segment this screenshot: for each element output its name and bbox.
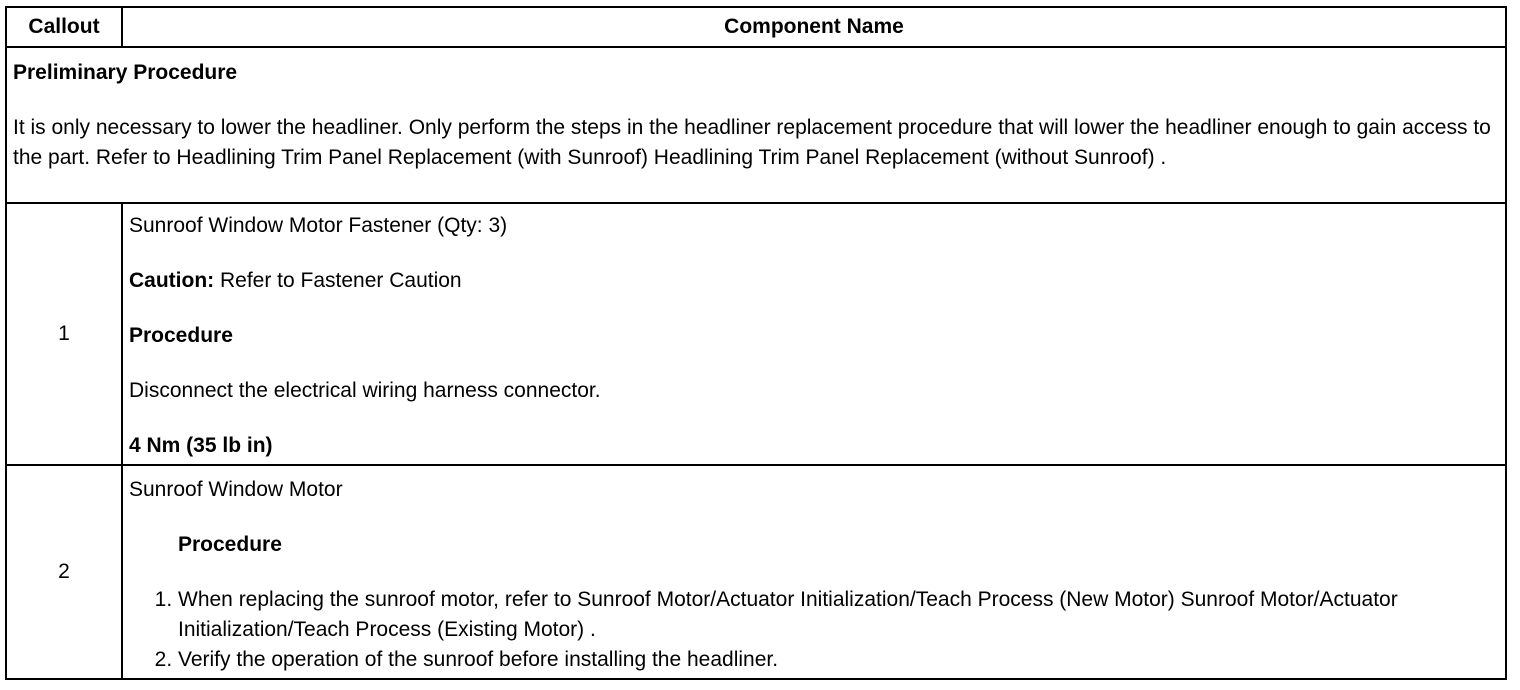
procedure-label: Procedure — [178, 533, 282, 556]
component-cell — [122, 203, 1506, 465]
component-name: Sunroof Window Motor Fastener (Qty: 3) — [129, 214, 508, 237]
table-row — [6, 203, 1506, 465]
header-row — [6, 7, 1506, 47]
callout-number: 1 — [6, 203, 122, 465]
table-row — [6, 465, 1506, 679]
header-component-name: Component Name — [122, 7, 1506, 47]
procedure-steps — [129, 585, 1499, 675]
procedure-step: 2. Verify the operation of the sunroof before installing the headliner. — [178, 645, 1499, 675]
caution-line — [129, 266, 1499, 296]
component-cell — [122, 465, 1506, 679]
component-name: Sunroof Window Motor — [129, 478, 343, 501]
procedure-text: Disconnect the electrical wiring harness connector. — [129, 379, 601, 402]
preliminary-row — [6, 47, 1506, 203]
callout-number: 2 — [6, 465, 122, 679]
caution-text: Refer to Fastener Caution — [214, 269, 462, 292]
preliminary-text: It is only necessary to lower the headliner. Only perform the steps in the headliner replacement procedure that will lower the headliner enough to gain access to the part. Refer to Headlining Trim Panel Replacement (with Sunroof) Headlining Trim Panel Replacement (without Sunroof) . — [13, 116, 1491, 169]
caution-label: Caution: — [129, 269, 215, 292]
header-callout: Callout — [6, 7, 122, 47]
procedure-label: Procedure — [129, 324, 233, 347]
procedure-table — [5, 6, 1507, 680]
torque-spec: 4 Nm (35 lb in) — [129, 434, 273, 457]
procedure-step: 1. When replacing the sunroof motor, refer to Sunroof Motor/Actuator Initialization/Teach Process (New Motor) Sunroof Motor/Actuator Initialization/Teach Process (Existing Motor) . — [178, 585, 1499, 645]
preliminary-title: Preliminary Procedure — [13, 61, 238, 84]
preliminary-cell — [6, 47, 1506, 203]
